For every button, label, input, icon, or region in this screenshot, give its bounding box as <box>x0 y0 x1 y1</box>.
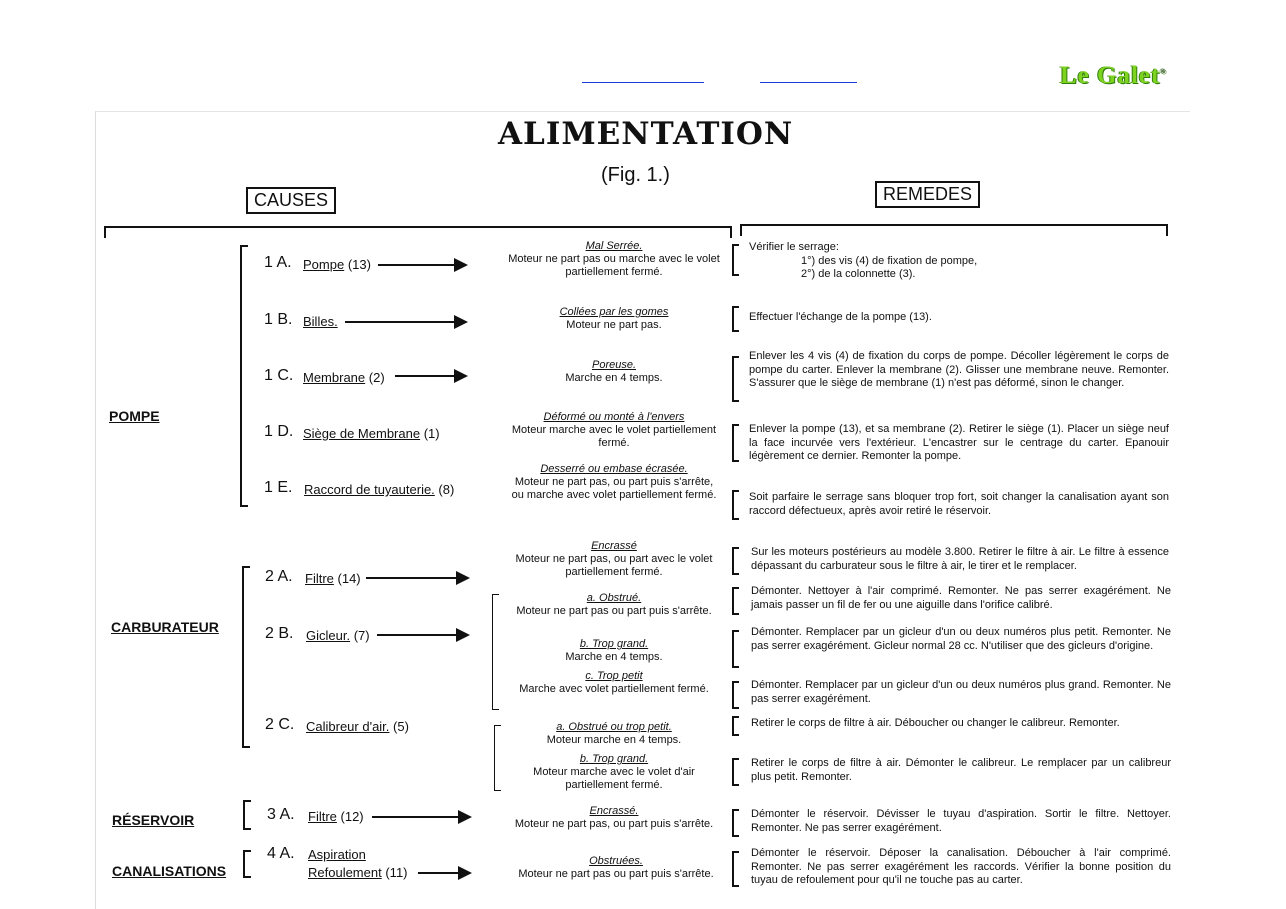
remedy-bracket <box>732 681 739 709</box>
arrow-icon <box>378 264 466 266</box>
section-canalisations: CANALISATIONS <box>112 863 227 879</box>
logo-text: Le Galet <box>1060 62 1161 89</box>
remedy-text: Démonter le réservoir. Déposer la canalisation. Déboucher à l'air comprimé. Remonter. Ne pas serrer exagérément les raccords. Vérifier la bonne position du tuyau de refoulement pour qu'il ne touche pas au carter. <box>751 847 1171 886</box>
arrow-icon <box>366 577 468 579</box>
cause-name: Membrane (2) <box>303 370 385 385</box>
remedy-text: Enlever la pompe (13), et sa membrane (2). Retirer le siège (1). Placer un siège neuf la face incurvée vers l'extérieur. L'encastrer sur le centrage du carter. Epanouir légèrement ce dernier. Remonter la pompe. <box>749 423 1169 462</box>
effect-text: Collées par les gomes Moteur ne part pas. <box>559 306 669 331</box>
cause-code: 4 A. <box>267 845 295 862</box>
figure-label: (Fig. 1.) <box>601 164 670 186</box>
cause-name: Refoulement (11) <box>308 865 408 880</box>
arrow-icon <box>372 816 470 818</box>
reservoir-bracket <box>243 800 251 830</box>
cause-name: Aspiration <box>308 847 366 862</box>
cause-code: 2 A. <box>265 568 293 585</box>
cause-code: 2 C. <box>265 716 295 733</box>
section-pompe: POMPE <box>109 408 160 424</box>
arrow-icon <box>377 634 468 636</box>
remedy-bracket <box>732 547 739 575</box>
cause-name: Billes. <box>303 314 338 329</box>
remedy-bracket <box>732 809 739 837</box>
remedy-text: Enlever les 4 vis (4) de fixation du corps de pompe. Décoller légèrement le corps de pompe du carter. Enlever la membrane (2). Glisser une membrane neuve. Remonter. S'assurer que le siège de membrane (1) n'est pas déformé, sinon le changer. <box>749 350 1169 389</box>
effect-text: b. Trop grand. Marche en 4 temps. <box>565 638 663 663</box>
effect-text: c. Trop petit Marche avec volet partiellement fermé. <box>519 670 709 695</box>
effect-text: a. Obstrué ou trop petit. Moteur marche en 4 temps. <box>546 721 682 746</box>
remedy-text: Effectuer l'échange de la pompe (13). <box>749 311 932 323</box>
canalisations-bracket <box>243 850 251 878</box>
arrow-icon <box>395 375 466 377</box>
page-left-border <box>95 111 96 909</box>
section-carburateur: CARBURATEUR <box>111 619 219 635</box>
carburateur-bracket <box>242 566 250 748</box>
nav-link-previous[interactable] <box>582 70 704 83</box>
cause-name: Siège de Membrane (1) <box>303 426 440 441</box>
remedy-bracket <box>732 490 739 520</box>
logo-mark: ® <box>1160 67 1167 76</box>
remedy-bracket <box>732 356 739 402</box>
cause-code: 1 B. <box>264 311 293 328</box>
pompe-bracket <box>240 245 248 507</box>
nav-link-next[interactable] <box>760 70 857 83</box>
effect-text: Obstruées. Moteur ne part pas ou part puis s'arrête. <box>518 855 714 880</box>
remedy-text: Démonter. Remplacer par un gicleur d'un ou deux numéros plus petit. Remonter. Ne pas serrer exagérément. Gicleur normal 28 cc. N'utiliser que des gicleurs d'origine. <box>751 626 1171 652</box>
cause-name: Pompe (13) <box>303 257 371 272</box>
remedy-bracket <box>732 716 739 736</box>
remedy-bracket <box>732 851 739 887</box>
brand-logo[interactable] <box>1060 62 1167 90</box>
remedy-text: Démonter. Nettoyer à l'air comprimé. Remonter. Ne pas serrer exagérément. Ne jamais passer un fil de fer ou une aiguille dans l'orifice calibré. <box>751 585 1171 611</box>
remedy-bracket <box>732 630 739 668</box>
calibreur-effects-bracket <box>494 725 501 791</box>
remedy-bracket <box>732 758 739 786</box>
effect-text: a. Obstrué. Moteur ne part pas ou part puis s'arrête. <box>516 592 712 617</box>
remedy-bracket <box>732 587 739 615</box>
cause-code: 2 B. <box>265 625 294 642</box>
effect-text: b. Trop grand. Moteur marche avec le volet d'air partiellement fermé. <box>533 753 695 791</box>
remedy-text: Sur les moteurs postérieurs au modèle 3.800. Retirer le filtre à air. Le filtre à essence dépassant du carburateur sous le filtre à air, le tirer et le remplacer. <box>751 546 1169 572</box>
cause-code: 1 D. <box>264 423 294 440</box>
remedes-label: REMEDES <box>875 181 980 208</box>
gicleur-effects-bracket <box>492 594 499 710</box>
cause-code: 3 A. <box>267 806 295 823</box>
causes-label: CAUSES <box>246 187 336 214</box>
remedy-text: Retirer le corps de filtre à air. Démonter le calibreur. Le remplacer par un calibreur plus petit. Remonter. <box>751 757 1171 783</box>
remedy-bracket <box>732 424 739 462</box>
remedy-text: Soit parfaire le serrage sans bloquer trop fort, soit changer la canalisation ayant son raccord défectueux, après avoir retiré le réservoir. <box>749 491 1169 517</box>
effect-text: Desserré ou embase écrasée. Moteur ne part pas, ou part puis s'arrête, ou marche avec volet partiellement fermé. <box>511 463 717 501</box>
cause-code: 1 A. <box>264 254 292 271</box>
section-reservoir: RÉSERVOIR <box>112 812 195 828</box>
effect-text: Encrassé. Moteur ne part pas, ou part puis s'arrête. <box>514 805 714 830</box>
header-divider <box>96 111 1190 112</box>
page-title: ALIMENTATION <box>498 116 794 152</box>
arrow-icon <box>418 872 470 874</box>
causes-bracket <box>104 226 732 238</box>
arrow-icon <box>345 321 466 323</box>
effect-text: Encrassé Moteur ne part pas, ou part avec le volet partiellement fermé. <box>515 540 713 578</box>
cause-code: 1 E. <box>264 479 293 496</box>
remedes-bracket <box>740 224 1168 236</box>
cause-name: Raccord de tuyauterie. (8) <box>304 482 455 497</box>
cause-name: Filtre (14) <box>305 571 361 586</box>
cause-name: Filtre (12) <box>308 809 364 824</box>
remedy-text: Démonter le réservoir. Dévisser le tuyau d'aspiration. Sortir le filtre. Nettoyer. Remonter. Ne pas serrer exagérément. <box>751 808 1171 834</box>
remedy-text: Démonter. Remplacer par un gicleur d'un ou deux numéros plus grand. Remonter. Ne pas serrer exagérément. <box>751 679 1171 705</box>
cause-code: 1 C. <box>264 367 294 384</box>
cause-name: Calibreur d'air. (5) <box>306 719 409 734</box>
cause-name: Gicleur. (7) <box>306 628 370 643</box>
remedy-bracket <box>732 306 739 332</box>
remedy-text: Vérifier le serrage: 1°) des vis (4) de fixation de pompe, 2°) de la colonnette (3). <box>749 241 978 280</box>
remedy-text: Retirer le corps de filtre à air. Déboucher ou changer le calibreur. Remonter. <box>751 717 1120 729</box>
effect-text: Mal Serrée. Moteur ne part pas ou marche avec le volet partiellement fermé. <box>508 240 720 278</box>
remedy-bracket <box>732 244 739 276</box>
effect-text: Déformé ou monté à l'envers Moteur marche avec le volet partiellement fermé. <box>511 411 717 449</box>
effect-text: Poreuse. Marche en 4 temps. <box>565 359 663 384</box>
